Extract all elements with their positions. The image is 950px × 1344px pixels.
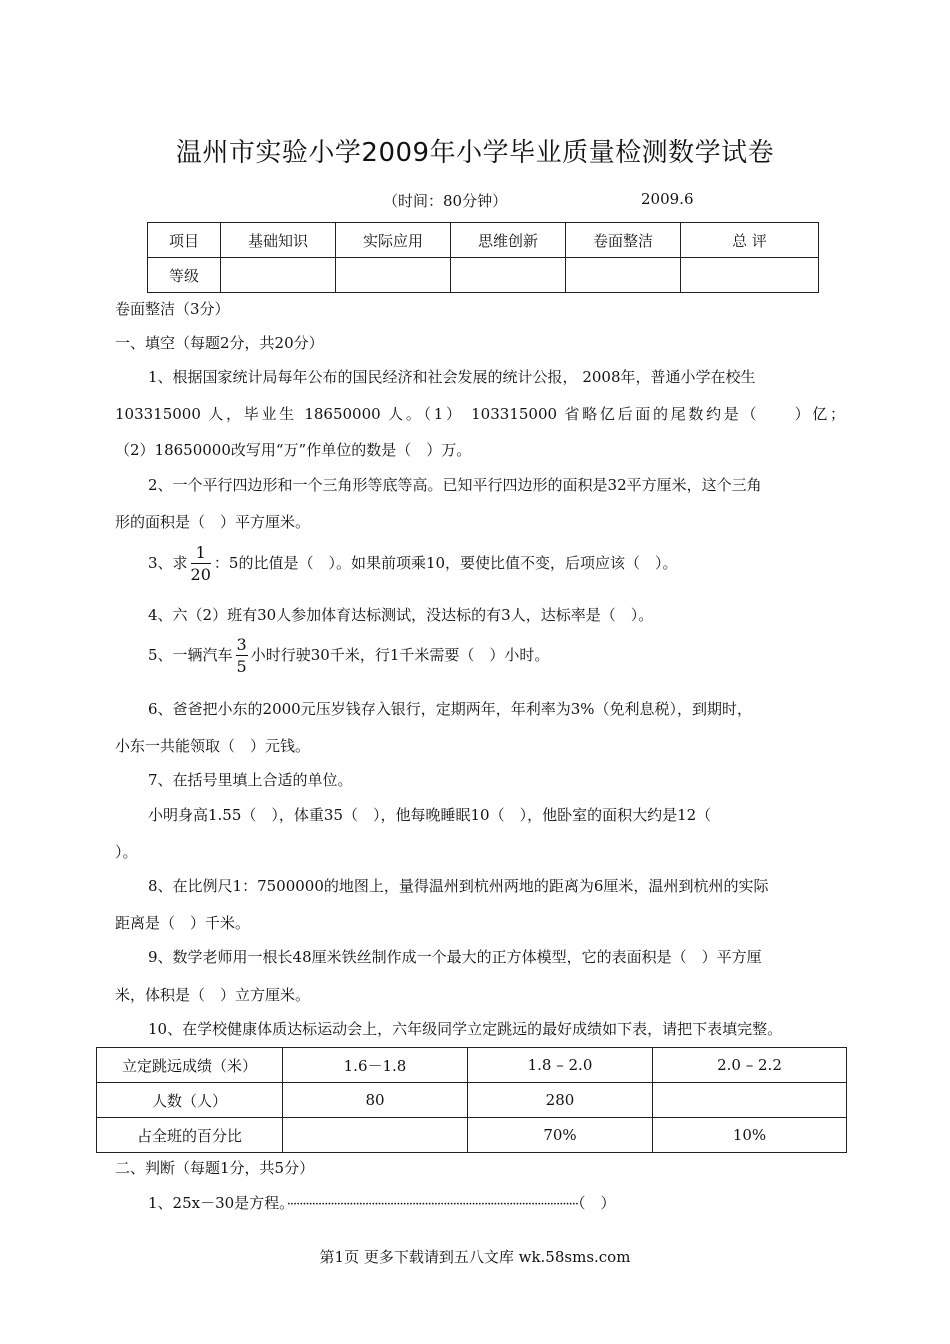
table-cell [653, 1083, 847, 1118]
grade-cell-empty [451, 258, 566, 293]
grade-header-cell: 思维创新 [451, 223, 566, 258]
table-row [97, 1048, 847, 1083]
grade-row-label: 等级 [148, 258, 221, 293]
exam-date: 2009.6 [641, 190, 694, 208]
q5-line [148, 637, 845, 675]
q1-line3: （2）18650000改写用“万”作单位的数是（ ）万。 [115, 441, 472, 459]
q2-line2: 形的面积是（ ）平方厘米。 [115, 513, 311, 531]
section2-heading: 二、判断（每题1分，共5分） [115, 1159, 315, 1177]
table-cell: 10% [653, 1118, 847, 1153]
table-cell: 1.6－1.8 [283, 1048, 468, 1083]
grade-cell-empty [336, 258, 451, 293]
grade-table-row [148, 258, 819, 293]
jump-stats-table [96, 1047, 847, 1153]
grade-table-header-row [148, 223, 819, 258]
q3-line [148, 545, 845, 583]
q1-line2: 103315000 人，毕业生 18650000 人。（1） 103315000 省略亿后面的尾数约是（ ）亿； [115, 405, 845, 423]
q9-line2: 米，体积是（ ）立方厘米。 [115, 986, 311, 1004]
judge-q1-text: 1、25x－30是方程。 [148, 1194, 287, 1212]
page-footer: 第1页 更多下载请到五八文库 wk.58sms.com [319, 1248, 631, 1266]
table-cell: 2.0 – 2.2 [653, 1048, 847, 1083]
grade-header-cell: 基础知识 [221, 223, 336, 258]
neatness-note: 卷面整洁（3分） [115, 300, 230, 318]
grade-header-cell: 实际应用 [336, 223, 451, 258]
table-cell: 280 [468, 1083, 653, 1118]
q1-line1: 1、根据国家统计局每年公布的国民经济和社会发展的统计公报， 2008年，普通小学在校生 [148, 368, 756, 386]
table-cell: 70% [468, 1118, 653, 1153]
q6-line1: 6、爸爸把小东的2000元压岁钱存入银行，定期两年，年利率为3%（免利息税），到期时， [148, 700, 753, 718]
table-cell: 立定跳远成绩（米） [97, 1048, 283, 1083]
q5-fraction [236, 637, 248, 675]
grade-table [147, 222, 819, 293]
table-cell: 1.8 – 2.0 [468, 1048, 653, 1083]
table-row [97, 1118, 847, 1153]
q7-line1: 7、在括号里填上合适的单位。 [148, 771, 353, 789]
q9-line1: 9、数学老师用一根长48厘米铁丝制作成一个最大的正方体模型，它的表面积是（ ）平方厘 [148, 948, 762, 966]
grade-header-cell: 总 评 [681, 223, 819, 258]
q5-suffix: 小时行驶30千米，行1千米需要（ ）小时。 [250, 646, 550, 664]
grade-header-cell: 项目 [148, 223, 221, 258]
q3-frac-numerator: 1 [191, 545, 211, 564]
q3-suffix: ：5的比值是（ ）。如果前项乘10，要使比值不变，后项应该（ ）。 [213, 554, 678, 572]
q5-prefix: 5、一辆汽车 [148, 646, 233, 664]
grade-cell-empty [566, 258, 681, 293]
table-cell: 人数（人） [97, 1083, 283, 1118]
q2-line1: 2、一个平行四边形和一个三角形等底等高。已知平行四边形的面积是32平方厘米，这个三角 [148, 476, 762, 494]
judge-q1-line [148, 1192, 845, 1213]
q4-line: 4、六（2）班有30人参加体育达标测试，没达标的有3人，达标率是（ ）。 [148, 606, 654, 624]
q6-line2: 小东一共能领取（ ）元钱。 [115, 737, 311, 755]
q3-prefix: 3、求 [148, 554, 188, 572]
q7-line2: 小明身高1.55（ ），体重35（ ），他每晚睡眠10（ ），他卧室的面积大约是12（ [148, 806, 712, 824]
q5-frac-denominator: 5 [236, 657, 247, 676]
q3-fraction [191, 545, 211, 583]
table-cell: 占全班的百分比 [97, 1118, 283, 1153]
judge-q1-dots: ····························································································· [286, 1197, 578, 1212]
table-row [97, 1083, 847, 1118]
table-cell [283, 1118, 468, 1153]
q5-frac-numerator: 3 [236, 635, 247, 654]
q8-line2: 距离是（ ）千米。 [115, 914, 251, 932]
table-cell: 80 [283, 1083, 468, 1118]
q7-line3: ）。 [115, 843, 138, 861]
q3-frac-denominator: 20 [190, 565, 211, 584]
judge-q1-blank: （ ） [578, 1194, 616, 1212]
exam-time: （时间：80分钟） [383, 192, 508, 210]
grade-header-cell: 卷面整洁 [566, 223, 681, 258]
grade-cell-empty [681, 258, 819, 293]
exam-title: 温州市实验小学2009年小学毕业质量检测数学试卷 [175, 138, 775, 168]
grade-cell-empty [221, 258, 336, 293]
section1-heading: 一、填空（每题2分，共20分） [115, 334, 324, 352]
q10-line: 10、在学校健康体质达标运动会上，六年级同学立定跳远的最好成绩如下表，请把下表填完整。 [148, 1020, 783, 1038]
q8-line1: 8、在比例尺1：7500000的地图上，量得温州到杭州两地的距离为6厘米，温州到杭州的实际 [148, 877, 769, 895]
